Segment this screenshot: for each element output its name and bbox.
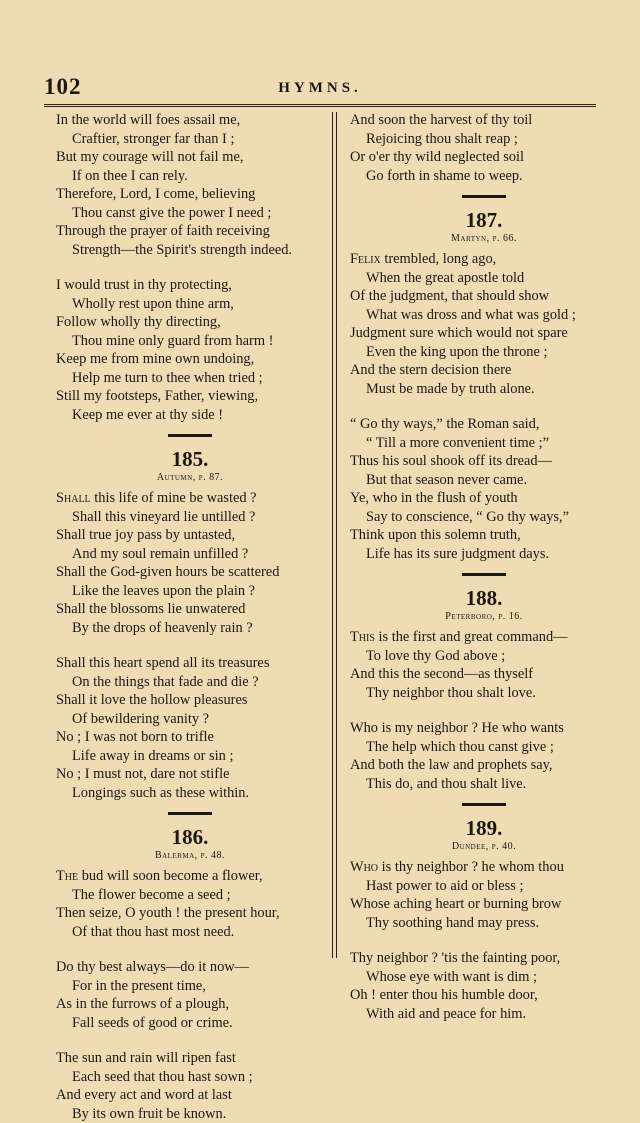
hymn-separator-rule — [168, 812, 212, 815]
verse-line: Strength—the Spirit's strength indeed. — [56, 241, 324, 260]
verse-line: Even the king upon the throne ; — [350, 343, 618, 362]
verse-line: Keep me ever at thy side ! — [56, 406, 324, 425]
verse-line: And this the second—as thyself — [350, 665, 618, 684]
stanza-gap — [56, 637, 324, 654]
verse-line: Thy neighbor ? 'tis the fainting poor, — [350, 949, 618, 968]
verse-line: Therefore, Lord, I come, believing — [56, 185, 324, 204]
verse-line: And soon the harvest of thy toil — [350, 111, 618, 130]
verse-line: And every act and word at last — [56, 1086, 324, 1105]
stanza — [56, 111, 324, 259]
verse-line: And the stern decision there — [350, 361, 618, 380]
verse-line: Shall the God-given hours be scattered — [56, 563, 324, 582]
verse-line: Craftier, stronger far than I ; — [56, 130, 324, 149]
verse-line-text: bud will soon become a flower, — [78, 868, 262, 884]
tune-reference: Autumn, p. 87. — [56, 471, 324, 485]
verse-line: Shall this vineyard lie untilled ? — [56, 508, 324, 527]
verse-line: Thy soothing hand may press. — [350, 914, 618, 933]
hymn-number: 186. — [56, 825, 324, 849]
verse-line: Shall this heart spend all its treasures — [56, 654, 324, 673]
hymn-number: 189. — [350, 816, 618, 840]
column-divider-right — [336, 112, 337, 958]
verse-line: “ Till a more convenient time ;” — [350, 434, 618, 453]
verse-line: Who is my neighbor ? He who wants — [350, 719, 618, 738]
verse-line: Whose eye with want is dim ; — [350, 968, 618, 987]
hymn-separator-rule — [168, 434, 212, 437]
verse-line — [350, 250, 618, 269]
verse-line: Life away in dreams or sin ; — [56, 747, 324, 766]
verse-line: With aid and peace for him. — [350, 1005, 618, 1024]
verse-line: Say to conscience, “ Go thy ways,” — [350, 508, 618, 527]
verse-line: Oh ! enter thou his humble door, — [350, 986, 618, 1005]
stanza-gap — [350, 702, 618, 719]
verse-line: In the world will foes assail me, — [56, 111, 324, 130]
verse-line-text: is the first and great command— — [375, 629, 568, 645]
verse-line: Shall the blossoms lie unwatered — [56, 600, 324, 619]
verse-line: The help which thou canst give ; — [350, 738, 618, 757]
right-column — [350, 111, 618, 1023]
verse-line: By its own fruit be known. — [56, 1105, 324, 1123]
verse-line: Thy neighbor thou shalt love. — [350, 684, 618, 703]
stanza — [350, 250, 618, 398]
verse-line: Go forth in shame to weep. — [350, 167, 618, 186]
verse-line: And my soul remain unfilled ? — [56, 545, 324, 564]
verse-line: By the drops of heavenly rain ? — [56, 619, 324, 638]
stanza — [350, 628, 618, 702]
verse-line: When the great apostle told — [350, 269, 618, 288]
verse-line: Or o'er thy wild neglected soil — [350, 148, 618, 167]
verse-line: I would trust in thy protecting, — [56, 276, 324, 295]
verse-line: No ; I must not, dare not stifle — [56, 765, 324, 784]
running-title: HYMNS. — [44, 80, 596, 97]
verse-line: Still my footsteps, Father, viewing, — [56, 387, 324, 406]
verse-line: As in the furrows of a plough, — [56, 995, 324, 1014]
tune-reference: Peterboro, p. 16. — [350, 610, 618, 624]
verse-line — [56, 489, 324, 508]
hymn-heading — [350, 803, 618, 854]
verse-line — [350, 628, 618, 647]
verse-line: Ye, who in the flush of youth — [350, 489, 618, 508]
verse-lead-word: This — [350, 629, 375, 645]
stanza — [56, 276, 324, 424]
stanza — [350, 415, 618, 563]
verse-line: On the things that fade and die ? — [56, 673, 324, 692]
verse-line: Keep me from mine own undoing, — [56, 350, 324, 369]
left-column — [56, 111, 324, 1123]
hymn-separator-rule — [462, 195, 506, 198]
verse-line: Each seed that thou hast sown ; — [56, 1068, 324, 1087]
stanza-gap — [56, 941, 324, 958]
column-divider-left — [332, 112, 333, 958]
hymn-heading — [56, 812, 324, 863]
verse-line: Longings such as these within. — [56, 784, 324, 803]
verse-line: Like the leaves upon the plain ? — [56, 582, 324, 601]
verse-line-text: is thy neighbor ? he whom thou — [378, 859, 564, 875]
verse-line: To love thy God above ; — [350, 647, 618, 666]
tune-reference: Martyn, p. 66. — [350, 232, 618, 246]
verse-line: Think upon this solemn truth, — [350, 526, 618, 545]
hymn-separator-rule — [462, 573, 506, 576]
verse-line: But that season never came. — [350, 471, 618, 490]
verse-line: Then seize, O youth ! the present hour, — [56, 904, 324, 923]
stanza-gap — [350, 398, 618, 415]
stanza — [350, 858, 618, 932]
verse-line: Help me turn to thee when tried ; — [56, 369, 324, 388]
header-rule — [44, 104, 596, 109]
verse-line: Must be made by truth alone. — [350, 380, 618, 399]
stanza — [56, 958, 324, 1032]
verse-line: Wholly rest upon thine arm, — [56, 295, 324, 314]
stanza — [56, 489, 324, 637]
verse-line: This do, and thou shalt live. — [350, 775, 618, 794]
hymn-number: 188. — [350, 586, 618, 610]
verse-line: For in the present time, — [56, 977, 324, 996]
verse-line: The sun and rain will ripen fast — [56, 1049, 324, 1068]
verse-lead-word: The — [56, 868, 78, 884]
verse-line: Life has its sure judgment days. — [350, 545, 618, 564]
verse-line: Rejoicing thou shalt reap ; — [350, 130, 618, 149]
verse-line: Judgment sure which would not spare — [350, 324, 618, 343]
stanza — [350, 111, 618, 185]
tune-reference: Balerma, p. 48. — [56, 849, 324, 863]
verse-lead-word: Who — [350, 859, 378, 875]
hymn-heading — [350, 195, 618, 246]
verse-line: If on thee I can rely. — [56, 167, 324, 186]
verse-line: “ Go thy ways,” the Roman said, — [350, 415, 618, 434]
hymn-number: 185. — [56, 447, 324, 471]
stanza-gap — [350, 932, 618, 949]
verse-line: What was dross and what was gold ; — [350, 306, 618, 325]
verse-line — [350, 858, 618, 877]
verse-line: Hast power to aid or bless ; — [350, 877, 618, 896]
hymn-separator-rule — [462, 803, 506, 806]
stanza — [350, 719, 618, 793]
page-header — [44, 74, 596, 104]
hymn-heading — [350, 573, 618, 624]
verse-line: Shall it love the hollow pleasures — [56, 691, 324, 710]
verse-line: Do thy best always—do it now— — [56, 958, 324, 977]
verse-line: Through the prayer of faith receiving — [56, 222, 324, 241]
verse-line-text: this life of mine be wasted ? — [91, 490, 257, 506]
verse-line: Thus his soul shook off its dread— — [350, 452, 618, 471]
stanza — [56, 1049, 324, 1123]
stanza — [56, 654, 324, 802]
verse-line: The flower become a seed ; — [56, 886, 324, 905]
verse-line: Thou canst give the power I need ; — [56, 204, 324, 223]
tune-reference: Dundee, p. 40. — [350, 840, 618, 854]
verse-line: Fall seeds of good or crime. — [56, 1014, 324, 1033]
verse-line: Follow wholly thy directing, — [56, 313, 324, 332]
verse-line: Whose aching heart or burning brow — [350, 895, 618, 914]
verse-lead-word: Felix — [350, 251, 381, 267]
verse-line — [56, 867, 324, 886]
verse-line: Of the judgment, that should show — [350, 287, 618, 306]
stanza-gap — [56, 259, 324, 276]
verse-line: Of bewildering vanity ? — [56, 710, 324, 729]
verse-line: Of that thou hast most need. — [56, 923, 324, 942]
stanza-gap — [56, 1032, 324, 1049]
verse-line: Thou mine only guard from harm ! — [56, 332, 324, 351]
verse-line: Shall true joy pass by untasted, — [56, 526, 324, 545]
hymn-heading — [56, 434, 324, 485]
stanza — [56, 867, 324, 941]
verse-line: But my courage will not fail me, — [56, 148, 324, 167]
verse-line: No ; I was not born to trifle — [56, 728, 324, 747]
page-number: 102 — [44, 74, 82, 100]
verse-lead-word: Shall — [56, 490, 91, 506]
stanza — [350, 949, 618, 1023]
verse-line: And both the law and prophets say, — [350, 756, 618, 775]
hymn-number: 187. — [350, 208, 618, 232]
verse-line-text: trembled, long ago, — [381, 251, 497, 267]
